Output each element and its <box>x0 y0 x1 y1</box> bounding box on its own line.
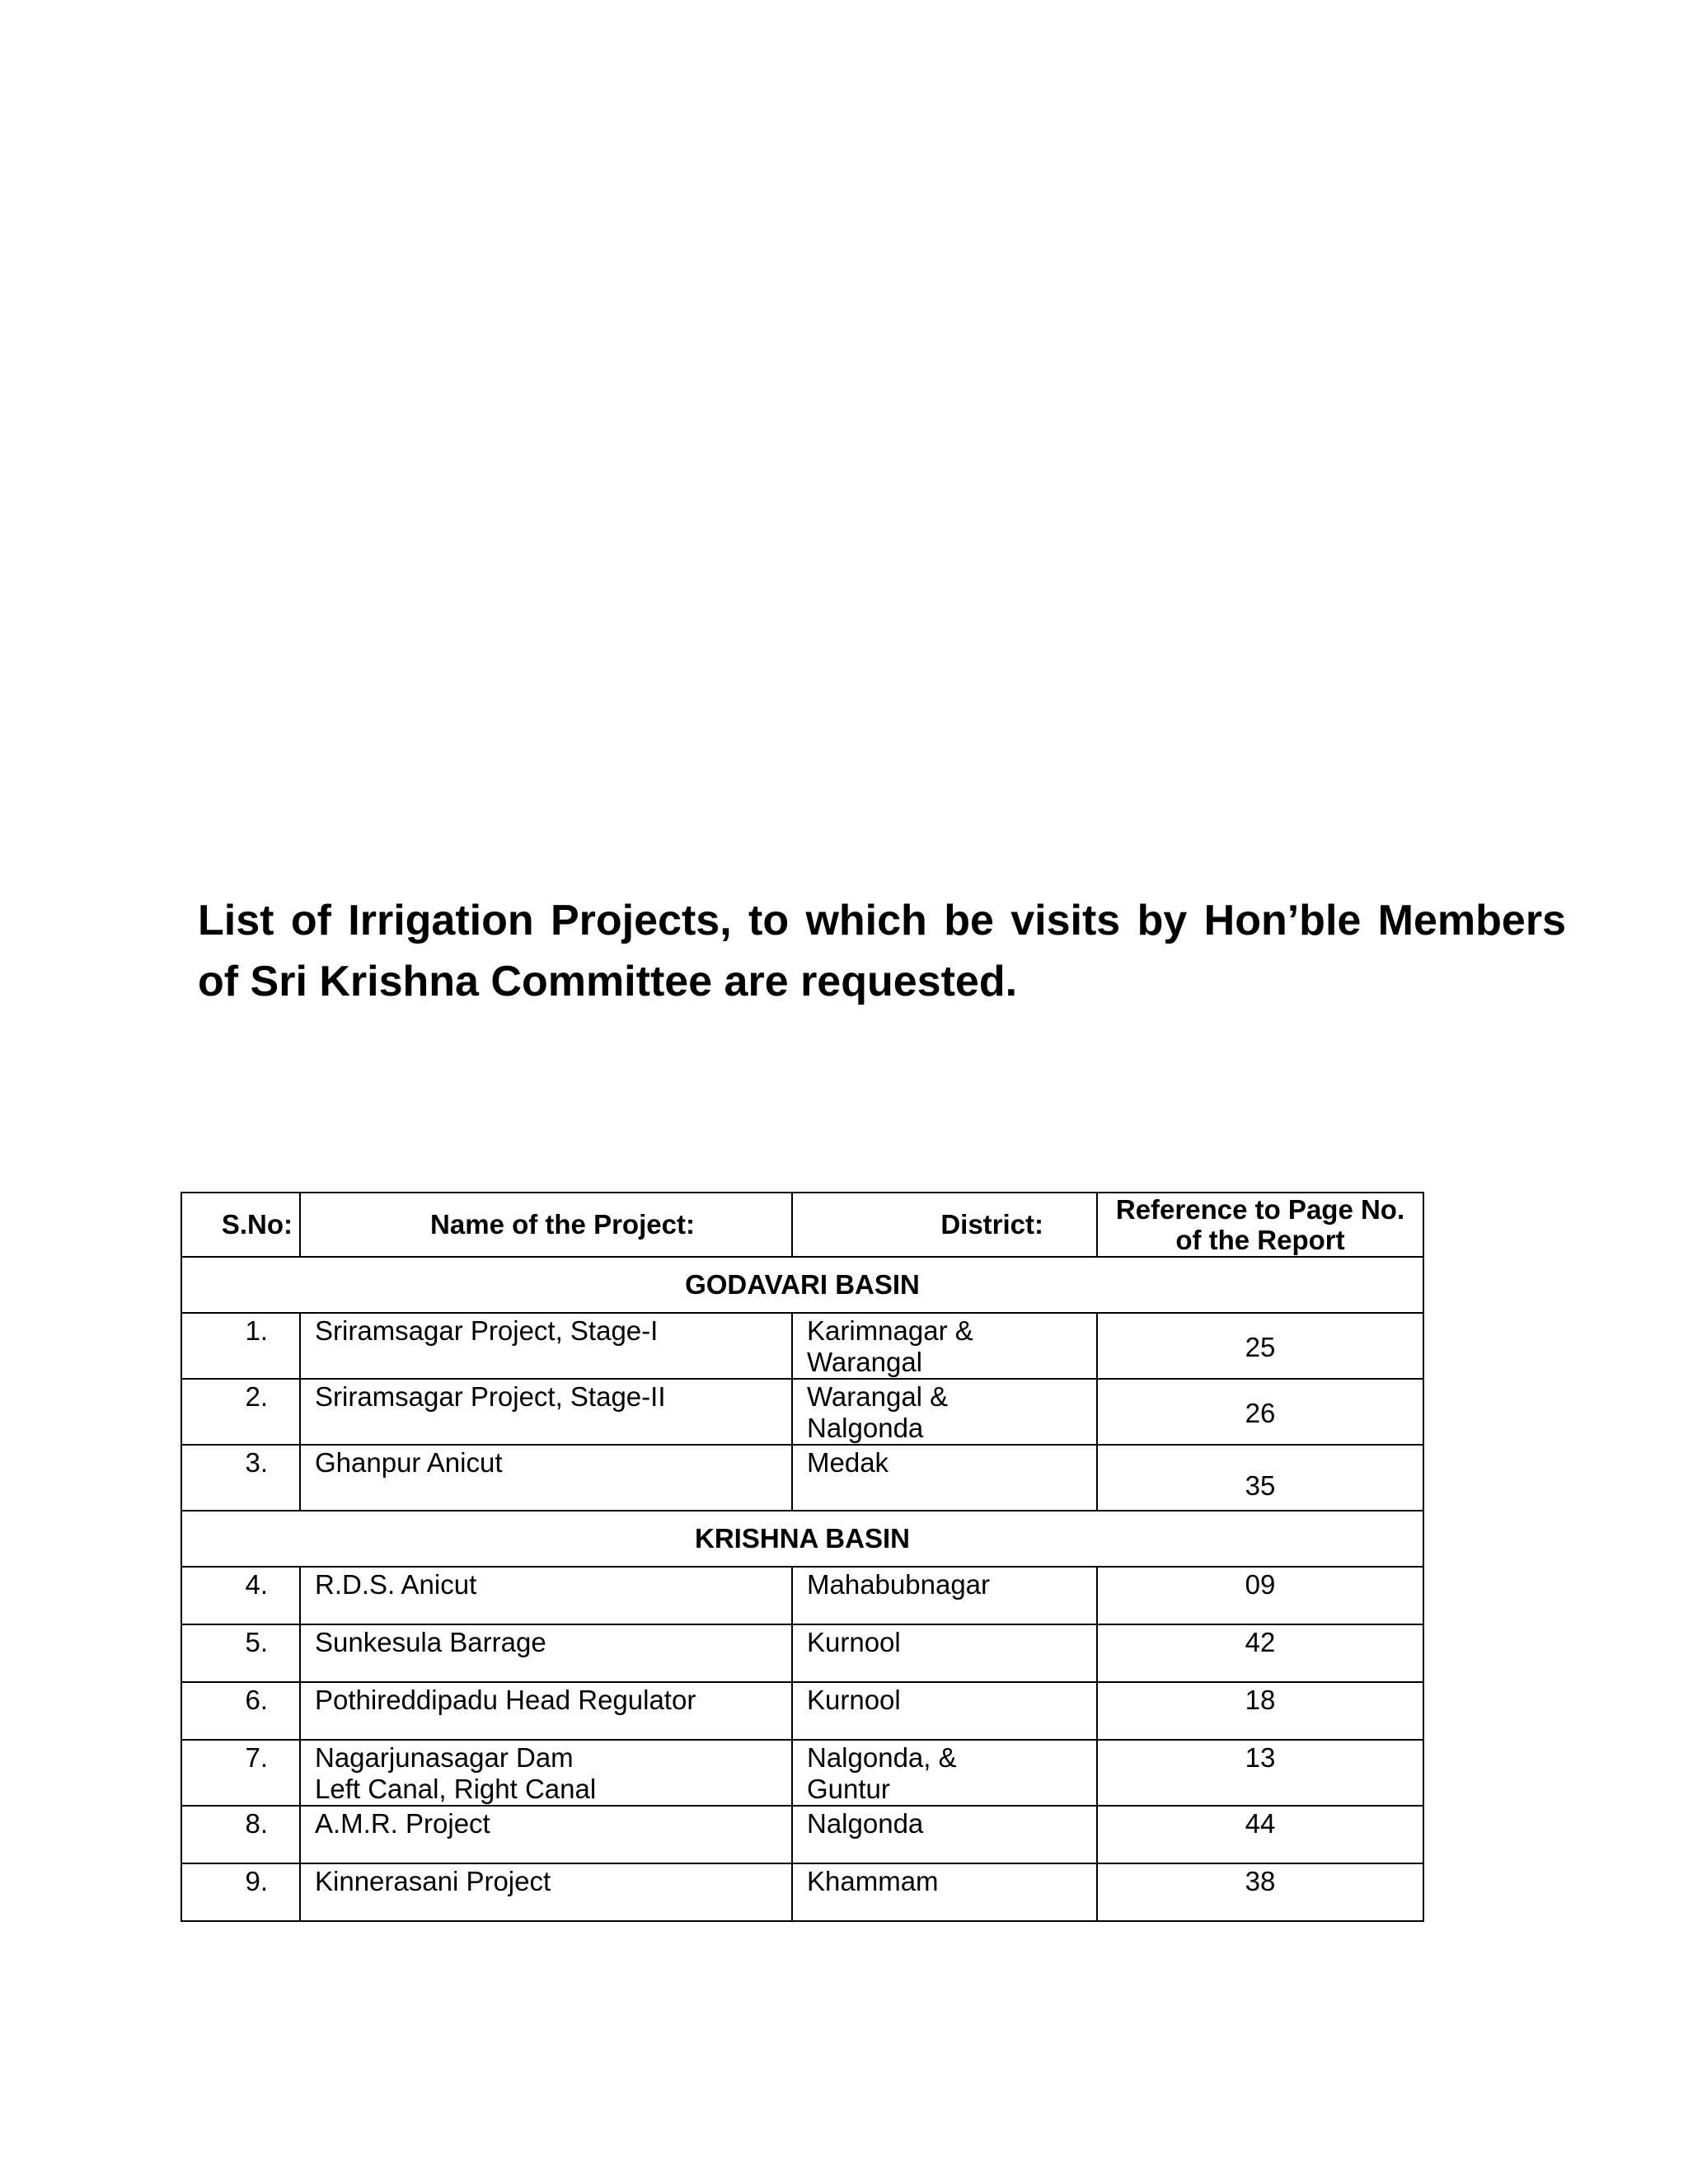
title-line-1: List of Irrigation Projects, to which be visits by Hon’ble Members <box>198 897 1566 944</box>
table-row <box>181 1806 1423 1863</box>
row-project-name <box>300 1740 792 1806</box>
project-name-line: R.D.S. Anicut <box>315 1569 477 1600</box>
row-reference: 42 <box>1097 1624 1423 1682</box>
table-header-row <box>181 1193 1423 1257</box>
basin-label: GODAVARI BASIN <box>181 1257 1423 1313</box>
row-sno: 2. <box>181 1379 300 1445</box>
project-name-line: Sriramsagar Project, Stage-I <box>315 1315 659 1346</box>
row-district <box>792 1313 1097 1379</box>
district-line: Nalgonda <box>807 1413 924 1443</box>
project-name-line: A.M.R. Project <box>315 1808 490 1839</box>
row-district <box>792 1863 1097 1921</box>
header-reference-line-2: of the Report <box>1175 1225 1345 1255</box>
row-district <box>792 1740 1097 1806</box>
page-title <box>198 890 1566 1012</box>
table-row <box>181 1682 1423 1740</box>
row-district <box>792 1379 1097 1445</box>
row-project-name <box>300 1682 792 1740</box>
title-line-2: of Sri Krishna Committee are requested. <box>198 958 1018 1005</box>
row-project-name <box>300 1313 792 1379</box>
project-name-line: Kinnerasani Project <box>315 1866 551 1896</box>
row-project-name <box>300 1863 792 1921</box>
row-project-name <box>300 1379 792 1445</box>
table-row <box>181 1740 1423 1806</box>
row-project-name <box>300 1806 792 1863</box>
project-name-line: Sunkesula Barrage <box>315 1627 546 1657</box>
row-sno: 5. <box>181 1624 300 1682</box>
district-line: Kurnool <box>807 1627 901 1657</box>
table-row <box>181 1863 1423 1921</box>
basin-row <box>181 1511 1423 1567</box>
row-district <box>792 1806 1097 1863</box>
district-line: Warangal & <box>807 1381 949 1412</box>
header-district: District: <box>792 1193 1097 1257</box>
row-reference: 25 <box>1097 1313 1423 1379</box>
row-sno: 3. <box>181 1445 300 1511</box>
district-line: Mahabubnagar <box>807 1569 991 1600</box>
project-name-line: Left Canal, Right Canal <box>315 1774 597 1804</box>
basin-row <box>181 1257 1423 1313</box>
table-row <box>181 1313 1423 1379</box>
row-project-name <box>300 1624 792 1682</box>
header-project-name: Name of the Project: <box>300 1193 792 1257</box>
district-line: Karimnagar & <box>807 1315 973 1346</box>
district-line: Warangal <box>807 1347 923 1377</box>
row-sno: 9. <box>181 1863 300 1921</box>
header-sno: S.No: <box>181 1193 300 1257</box>
row-reference: 38 <box>1097 1863 1423 1921</box>
projects-table <box>181 1192 1424 1922</box>
row-district <box>792 1567 1097 1624</box>
row-reference: 13 <box>1097 1740 1423 1806</box>
district-line: Kurnool <box>807 1685 901 1715</box>
district-line: Guntur <box>807 1774 890 1804</box>
table-row <box>181 1567 1423 1624</box>
row-project-name <box>300 1445 792 1511</box>
project-name-line: Sriramsagar Project, Stage-II <box>315 1381 666 1412</box>
table-row <box>181 1379 1423 1445</box>
row-district <box>792 1624 1097 1682</box>
project-name-line: Nagarjunasagar Dam <box>315 1742 574 1773</box>
district-line: Nalgonda <box>807 1808 924 1839</box>
project-name-line: Ghanpur Anicut <box>315 1447 503 1478</box>
row-reference: 44 <box>1097 1806 1423 1863</box>
district-line: Nalgonda, & <box>807 1742 957 1773</box>
basin-label: KRISHNA BASIN <box>181 1511 1423 1567</box>
row-reference: 18 <box>1097 1682 1423 1740</box>
row-sno: 1. <box>181 1313 300 1379</box>
table-row <box>181 1445 1423 1511</box>
row-reference: 26 <box>1097 1379 1423 1445</box>
row-district <box>792 1682 1097 1740</box>
table-row <box>181 1624 1423 1682</box>
district-line: Khammam <box>807 1866 939 1896</box>
row-sno: 4. <box>181 1567 300 1624</box>
row-district <box>792 1445 1097 1511</box>
row-project-name <box>300 1567 792 1624</box>
header-reference-line-1: Reference to Page No. <box>1115 1194 1405 1225</box>
row-sno: 6. <box>181 1682 300 1740</box>
district-line: Medak <box>807 1447 889 1478</box>
row-sno: 8. <box>181 1806 300 1863</box>
row-reference: 09 <box>1097 1567 1423 1624</box>
row-reference: 35 <box>1097 1445 1423 1511</box>
project-name-line: Pothireddipadu Head Regulator <box>315 1685 696 1715</box>
row-sno: 7. <box>181 1740 300 1806</box>
header-reference <box>1097 1193 1423 1257</box>
